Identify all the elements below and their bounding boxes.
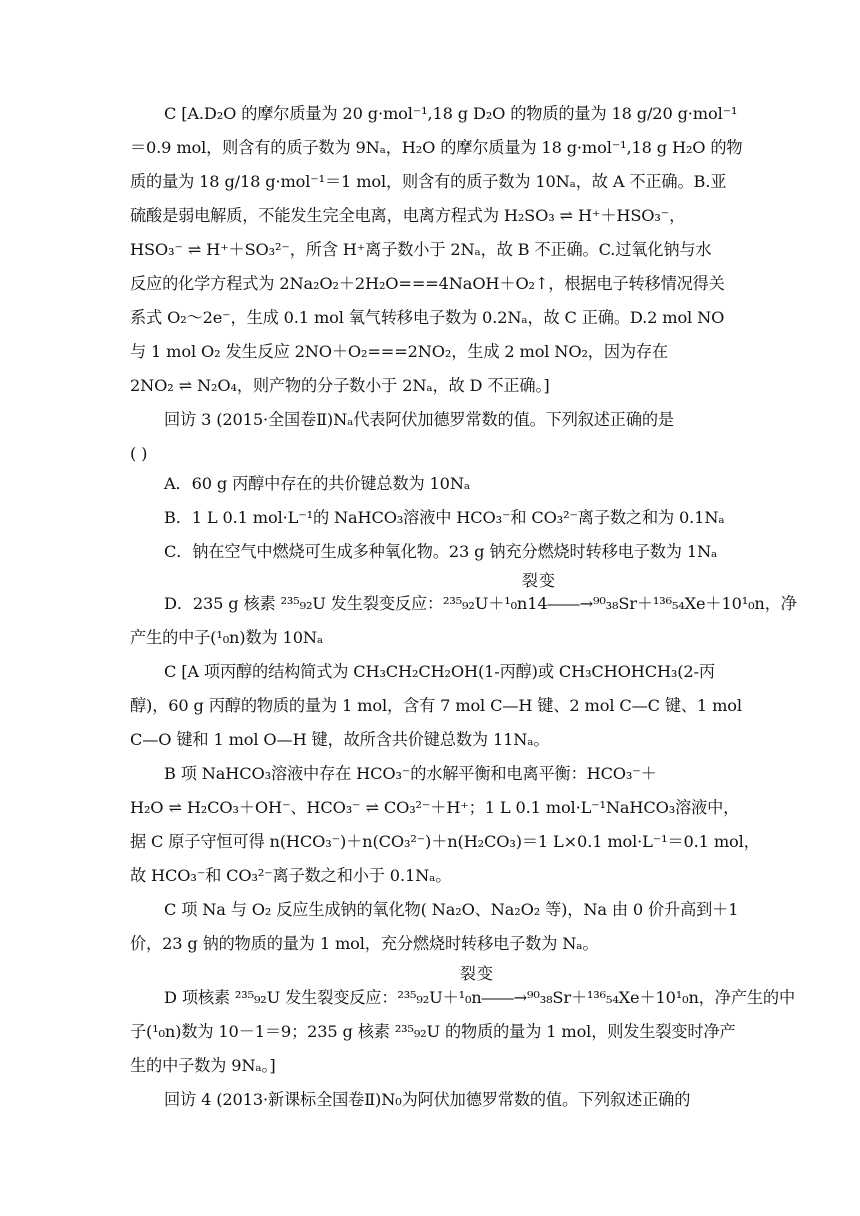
answer-3-d-line-3: 生的中子数为 9Nₐ。] xyxy=(130,1056,276,1075)
answer-3-d-line-2: 子(¹₀n)数为 10－1＝9；235 g 核素 ²³⁵₉₂U 的物质的量为 1 mol，则发生裂变时净产 xyxy=(130,1022,736,1041)
answer-2-line-5: HSO₃⁻ ⇌ H⁺＋SO₃²⁻，所含 H⁺离子数小于 2Nₐ，故 B 不正确。C.过氧化钠与水 xyxy=(130,240,712,259)
answer-3-c-line-1: C 项 Na 与 O₂ 反应生成钠的氧化物( Na₂O、Na₂O₂ 等)，Na 由 0 价升高到＋1 xyxy=(164,900,739,919)
question-3-option-a: A．60 g 丙醇中存在的共价键总数为 10Nₐ xyxy=(164,474,470,493)
answer-3-c-line-2: 价，23 g 钠的物质的量为 1 mol，充分燃烧时转移电子数为 Nₐ。 xyxy=(130,934,599,953)
question-3-option-d: D．235 g 核素 ²³⁵₉₂U 发生裂变反应：²³⁵₉₂U＋¹₀n14――→⁹⁰₃₈Sr＋¹³⁶₅₄Xe＋10¹₀n，净 xyxy=(164,594,797,613)
answer-2-line-8: 与 1 mol O₂ 发生反应 2NO＋O₂===2NO₂，生成 2 mol NO₂，因为存在 xyxy=(130,342,668,361)
answer-2-line-7: 系式 O₂～2e⁻，生成 0.1 mol 氧气转移电子数为 0.2Nₐ，故 C 正确。D.2 mol NO xyxy=(130,308,725,327)
answer-3-b-line-2: H₂O ⇌ H₂CO₃＋OH⁻、HCO₃⁻ ⇌ CO₃²⁻＋H⁺；1 L 0.1 mol·L⁻¹NaHCO₃溶液中， xyxy=(130,798,740,817)
answer-2-line-2: ＝0.9 mol，则含有的质子数为 9Nₐ，H₂O 的摩尔质量为 18 g·mol⁻¹,18 g H₂O 的物 xyxy=(130,138,743,157)
question-4-stem: 回访 4 (2013·新课标全国卷Ⅱ)N₀为阿伏加德罗常数的值。下列叙述正确的 xyxy=(164,1090,691,1109)
answer-2-line-1: C [A.D₂O 的摩尔质量为 20 g·mol⁻¹,18 g D₂O 的物质的量为 18 g/20 g·mol⁻¹ xyxy=(164,104,738,123)
question-3-option-c: C．钠在空气中燃烧可生成多种氧化物。23 g 钠充分燃烧时转移电子数为 1Nₐ xyxy=(164,542,718,561)
reaction-condition-label: 裂变 xyxy=(522,571,557,590)
answer-3-line-3: C—O 键和 1 mol O—H 键，故所含共价键总数为 11Nₐ。 xyxy=(130,730,550,749)
question-3-option-d-cont: 产生的中子(¹₀n)数为 10Nₐ xyxy=(130,628,323,647)
reaction-condition-label: 裂变 xyxy=(460,964,495,983)
answer-3-b-line-4: 故 HCO₃⁻和 CO₃²⁻离子数之和小于 0.1Nₐ。 xyxy=(130,866,452,885)
answer-2-line-6: 反应的化学方程式为 2Na₂O₂＋2H₂O===4NaOH＋O₂↑，根据电子转移情况得关 xyxy=(130,274,725,293)
answer-3-b-line-1: B 项 NaHCO₃溶液中存在 HCO₃⁻的水解平衡和电离平衡：HCO₃⁻＋ xyxy=(164,764,657,783)
answer-2-line-9: 2NO₂ ⇌ N₂O₄，则产物的分子数小于 2Nₐ，故 D 不正确。] xyxy=(130,376,550,395)
answer-2-line-4: 硫酸是弱电解质，不能发生完全电离，电离方程式为 H₂SO₃ ⇌ H⁺＋HSO₃⁻， xyxy=(130,206,686,225)
answer-3-line-2: 醇)，60 g 丙醇的物质的量为 1 mol，含有 7 mol C—H 键、2 mol C—C 键、1 mol xyxy=(130,696,742,715)
question-3-option-b: B．1 L 0.1 mol·L⁻¹的 NaHCO₃溶液中 HCO₃⁻和 CO₃²⁻离子数之和为 0.1Nₐ xyxy=(164,508,725,527)
question-3-stem: 回访 3 (2015·全国卷Ⅱ)Nₐ代表阿伏加德罗常数的值。下列叙述正确的是 xyxy=(164,410,674,429)
answer-3-d-line-1: D 项核素 ²³⁵₉₂U 发生裂变反应：²³⁵₉₂U＋¹₀n――→⁹⁰₃₈Sr＋¹³⁶₅₄Xe＋10¹₀n，净产生的中 xyxy=(164,988,795,1007)
answer-blank: ( ) xyxy=(130,444,148,463)
answer-3-line-1: C [A 项丙醇的结构简式为 CH₃CH₂CH₂OH(1-丙醇)或 CH₃CHOHCH₃(2-丙 xyxy=(164,662,715,681)
answer-2-line-3: 质的量为 18 g/18 g·mol⁻¹＝1 mol，则含有的质子数为 10Nₐ，故 A 不正确。B.亚 xyxy=(130,172,727,191)
answer-3-b-line-3: 据 C 原子守恒可得 n(HCO₃⁻)＋n(CO₃²⁻)＋n(H₂CO₃)＝1 L×0.1 mol·L⁻¹＝0.1 mol， xyxy=(130,832,760,851)
